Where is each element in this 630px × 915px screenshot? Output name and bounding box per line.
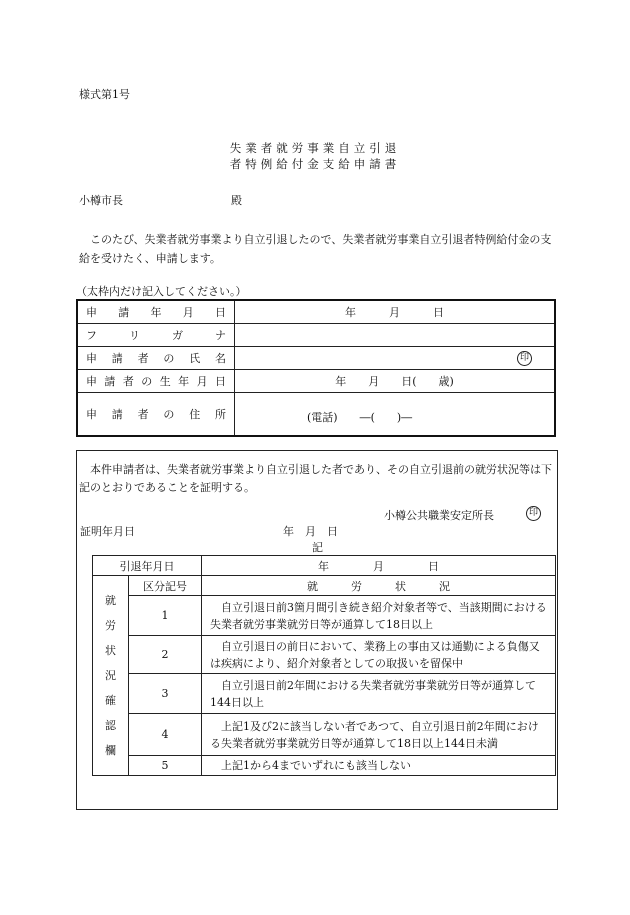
row-description: 上記1から4までいずれにも該当しない [202, 756, 556, 776]
applicant-address-field[interactable] [235, 393, 556, 437]
row-code: 1 [129, 596, 202, 636]
seal-mark-icon: 印 [517, 351, 532, 366]
addressee: 小樽市長 [79, 194, 123, 207]
table-row [77, 300, 555, 324]
table-row [77, 370, 555, 393]
furigana-label: フ リ ガ ナ [77, 324, 235, 347]
application-date-value: 年 月 日 [345, 306, 444, 319]
code-header: 区分記号 [129, 576, 202, 596]
applicant-name-field[interactable] [235, 347, 556, 370]
ki-heading: 記 [312, 541, 323, 554]
application-body-text: このたび、失業者就労事業より自立引退したので、失業者就労事業自立引退者特例給付金の支給を受けたく、申請します。 [79, 233, 552, 265]
applicant-address-label: 申 請 者 の 住 所 [77, 393, 235, 437]
office-name: 小樽公共職業安定所長 [384, 509, 494, 522]
certification-text: 本件申請者は、失業者就労事業より自立引退した者であり、その自立引退前の就労状況等は下記のとおりであることを証明する。 [79, 463, 552, 494]
table-row [77, 324, 555, 347]
table-row [93, 674, 556, 714]
table-row [93, 556, 556, 576]
table-row [77, 347, 555, 370]
table-row [93, 636, 556, 674]
table-row [77, 393, 555, 437]
certification-date-value: 年 月 日 [283, 525, 338, 538]
row-description: 自立引退日前3箇月間引き続き紹介対象者等で、当該期間における失業者就労事業就労日等が通算して18日以上 [202, 596, 556, 636]
title-line-1: 失業者就労事業自立引退 [229, 141, 401, 155]
title-line-2: 者特例給付金支給申請書 [229, 157, 401, 171]
fill-in-note: （太枠内だけ記入してください。） [76, 285, 247, 298]
table-row [93, 576, 556, 596]
work-status-side-cell [93, 576, 129, 776]
application-table [76, 299, 556, 437]
application-date-field[interactable] [235, 300, 556, 324]
row-description: 上記1及び2に該当しない者であつて、自立引退日前2年間における失業者就労事業就労日等が通算して18日以上144日未満 [202, 714, 556, 756]
birth-date-label: 申請者の生年月日 [77, 370, 235, 393]
table-row [93, 714, 556, 756]
table-row [93, 756, 556, 776]
retire-date-value: 年 月 日 [318, 559, 439, 573]
table-row [93, 596, 556, 636]
work-status-table [92, 555, 556, 776]
work-status-side-label: 就労状況確認欄 [105, 594, 116, 757]
row-description: 自立引退日前2年間における失業者就労事業就労日等が通算して144日以上 [202, 674, 556, 714]
honorific: 殿 [231, 194, 242, 207]
form-number: 様式第1号 [79, 88, 130, 101]
row-code: 5 [129, 756, 202, 776]
row-code: 4 [129, 714, 202, 756]
furigana-field[interactable] [235, 324, 556, 347]
retire-date-field[interactable] [202, 556, 556, 576]
birth-date-value: 年 月 日( 歳) [335, 375, 454, 388]
applicant-name-label: 申 請 者 の 氏 名 [77, 347, 235, 370]
row-description: 自立引退日の前日において、業務上の事由又は通勤による負傷又は疾病により、紹介対象者としての取扱いを留保中 [202, 636, 556, 674]
phone-value: (電話) ―( )― [307, 411, 413, 424]
birth-date-field[interactable] [235, 370, 556, 393]
office-seal-icon: 印 [526, 506, 541, 521]
row-code: 3 [129, 674, 202, 714]
status-header: 就 労 状 況 [202, 576, 556, 596]
certification-date-label: 証明年月日 [80, 525, 135, 538]
retire-date-label: 引退年月日 [93, 556, 202, 576]
application-date-label: 申 請 年 月 日 [77, 300, 235, 324]
row-code: 2 [129, 636, 202, 674]
